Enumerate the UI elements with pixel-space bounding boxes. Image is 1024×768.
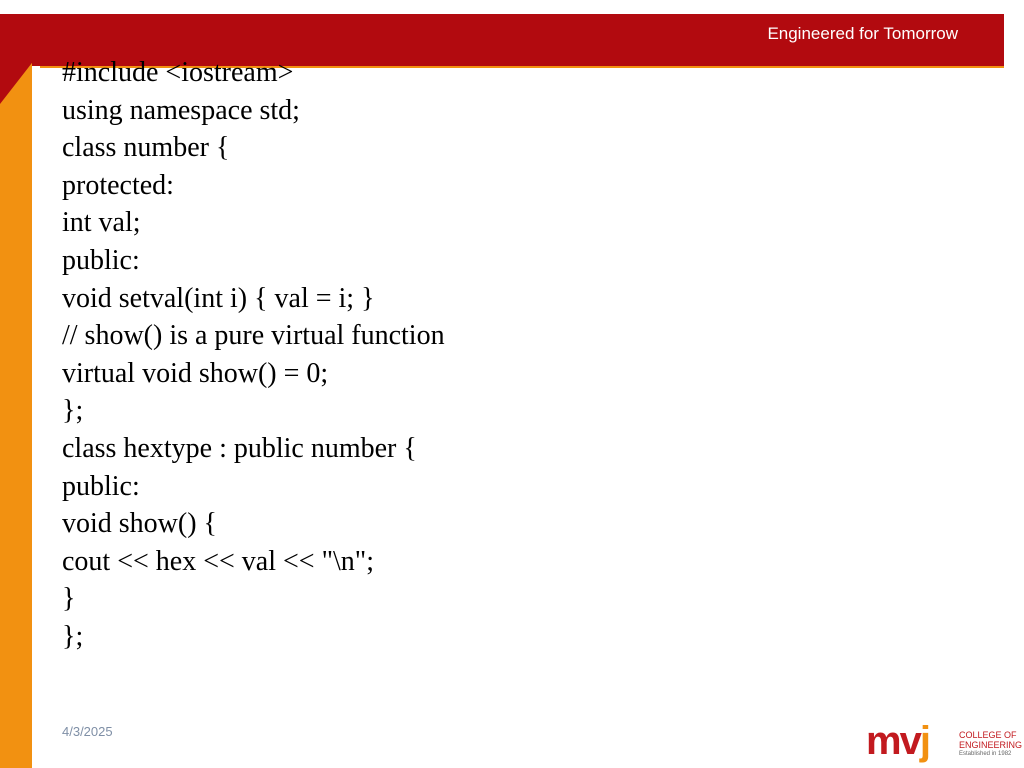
code-line: }; xyxy=(62,395,84,427)
code-line: virtual void show() = 0; xyxy=(62,357,329,389)
logo-text xyxy=(959,730,1022,758)
code-line: public: xyxy=(62,470,140,502)
code-line: void show() { xyxy=(62,508,217,540)
code-line: int val; xyxy=(62,207,141,239)
logo-mark xyxy=(866,716,929,766)
logo-line-3: Established in 1982 xyxy=(959,751,1012,757)
header-corner xyxy=(0,14,70,104)
code-line: class hextype : public number { xyxy=(62,432,417,464)
logo-line-2: ENGINEERING xyxy=(959,740,1023,750)
code-line: protected: xyxy=(62,169,174,201)
code-line: public: xyxy=(62,244,140,276)
left-accent-bar xyxy=(0,14,32,768)
logo-mark-accent: j xyxy=(919,719,929,763)
logo-line-1: COLLEGE OF xyxy=(959,730,1017,740)
logo-mark-main: mv xyxy=(866,719,920,763)
slide-date: 4/3/2025 xyxy=(62,724,113,739)
code-line: void setval(int i) { val = i; } xyxy=(62,282,375,314)
code-line: #include <iostream> xyxy=(62,57,294,88)
code-block xyxy=(62,54,445,656)
code-line: class number { xyxy=(62,132,230,164)
code-line: // show() is a pure virtual function xyxy=(62,320,445,352)
code-line: } xyxy=(62,583,76,615)
code-line: using namespace std; xyxy=(62,94,300,126)
college-logo xyxy=(866,716,1024,768)
code-line: cout << hex << val << "\n"; xyxy=(62,545,375,577)
header-tagline: Engineered for Tomorrow xyxy=(767,24,958,43)
code-line: }; xyxy=(62,620,84,652)
